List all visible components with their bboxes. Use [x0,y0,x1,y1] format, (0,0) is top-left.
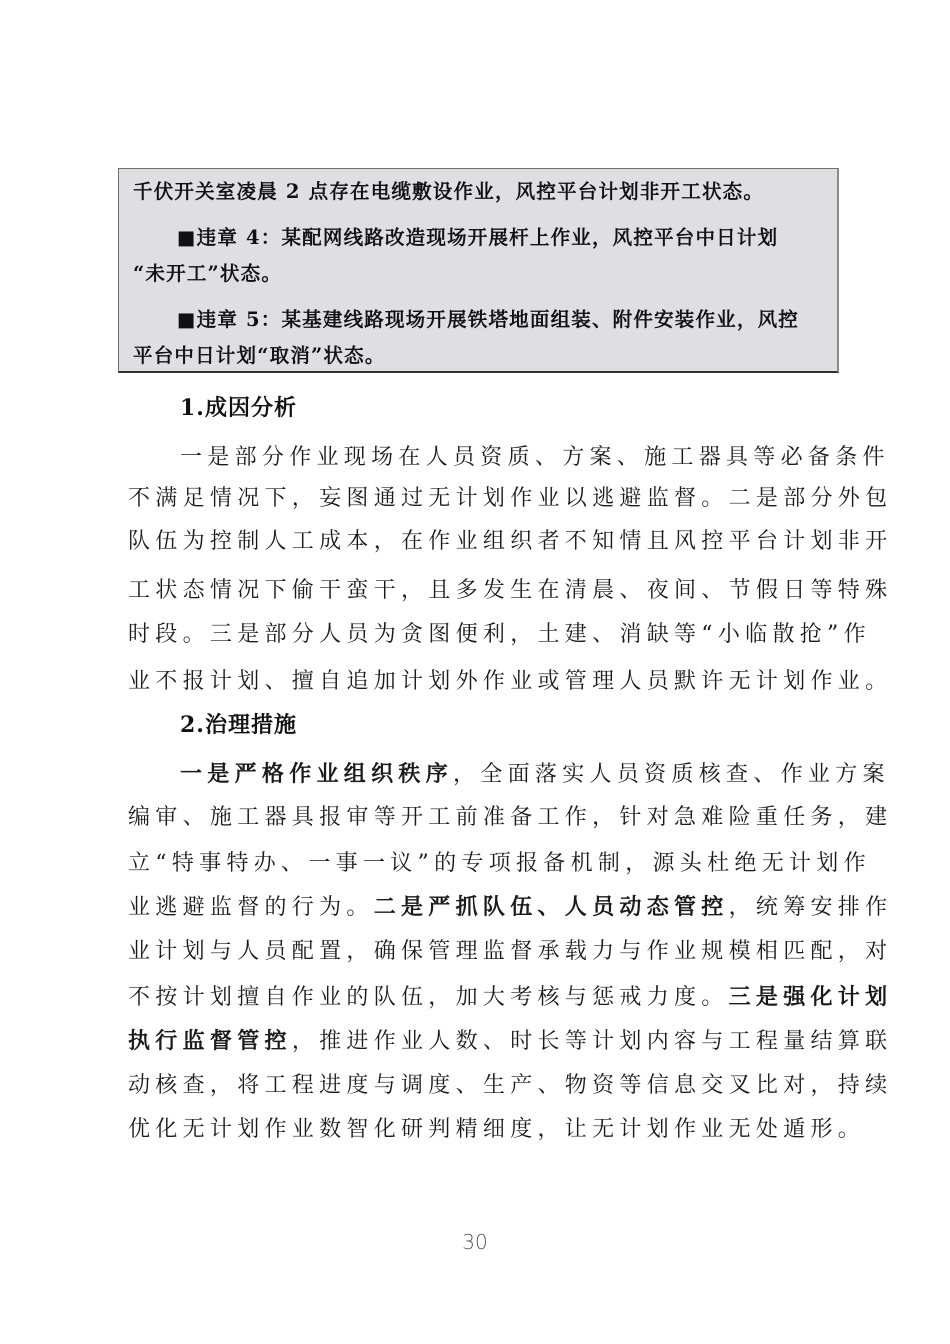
callout-line: 平台中日计划“取消”状态。 [133,344,386,367]
paragraph-line: 业不报计划、擅自追加计划外作业或管理人员默许无计划作业。 [128,669,893,694]
paragraph-line: 队伍为控制人工成本，在作业组织者不知情且风控平台计划非开 [128,529,893,554]
callout-line-violation-5: ■违章 5：某基建线路现场开展铁塔地面组装、附件安装作业，风控 [177,308,799,331]
callout-line-violation-4: ■违章 4：某配网线路改造现场开展杆上作业，风控平台中日计划 [177,226,779,249]
paragraph-line: 工状态情况下偷干蛮干，且多发生在清晨、夜间、节假日等特殊 [128,578,893,603]
emphasis-text: 三是强化计划 [728,984,893,1010]
paragraph-line: 一是部分作业现场在人员资质、方案、施工器具等必备条件 [180,445,890,470]
emphasis-text: 二是严抓队伍、人员动态管控 [373,894,729,920]
paragraph-line: 不满足情况下，妄图通过无计划作业以逃避监督。二是部分外包 [128,486,893,511]
paragraph-line: 执行监督管控，推进作业人数、时长等计划内容与工程量结算联 [128,1028,893,1054]
callout-line: “未开工”状态。 [133,262,283,285]
paragraph-line: 时段。三是部分人员为贪图便利，土建、消缺等“小临散抢”作 [128,622,871,647]
section-heading-governance-measures: 2.治理措施 [180,712,297,738]
paragraph-line: 立“特事特办、一事一议”的专项报备机制，源头杜绝无计划作 [128,851,871,876]
paragraph-line: 优化无计划作业数智化研判精细度，让无计划作业无处遁形。 [128,1117,866,1142]
section-heading-cause-analysis: 1.成因分析 [180,395,297,421]
page-number: 30 [462,1230,488,1254]
paragraph-line: 编审、施工器具报审等开工前准备工作，针对急难险重任务，建 [128,805,893,830]
paragraph-line: 业计划与人员配置，确保管理监督承载力与作业规模相匹配，对 [128,939,893,964]
emphasis-text: 执行监督管控 [128,1028,292,1054]
paragraph-line: 一是严格作业组织秩序，全面落实人员资质核查、作业方案 [180,761,890,787]
emphasis-text: 一是严格作业组织秩序 [180,761,454,787]
paragraph-line: 不按计划擅自作业的队伍，加大考核与惩戒力度。三是强化计划 [128,984,893,1010]
paragraph-line: 动核查，将工程进度与调度、生产、物资等信息交叉比对，持续 [128,1073,893,1098]
paragraph-line: 业逃避监督的行为。二是严抓队伍、人员动态管控，统筹安排作 [128,894,893,920]
callout-line: 千伏开关室凌晨 2 点存在电缆敷设作业，风控平台计划非开工状态。 [133,180,765,203]
